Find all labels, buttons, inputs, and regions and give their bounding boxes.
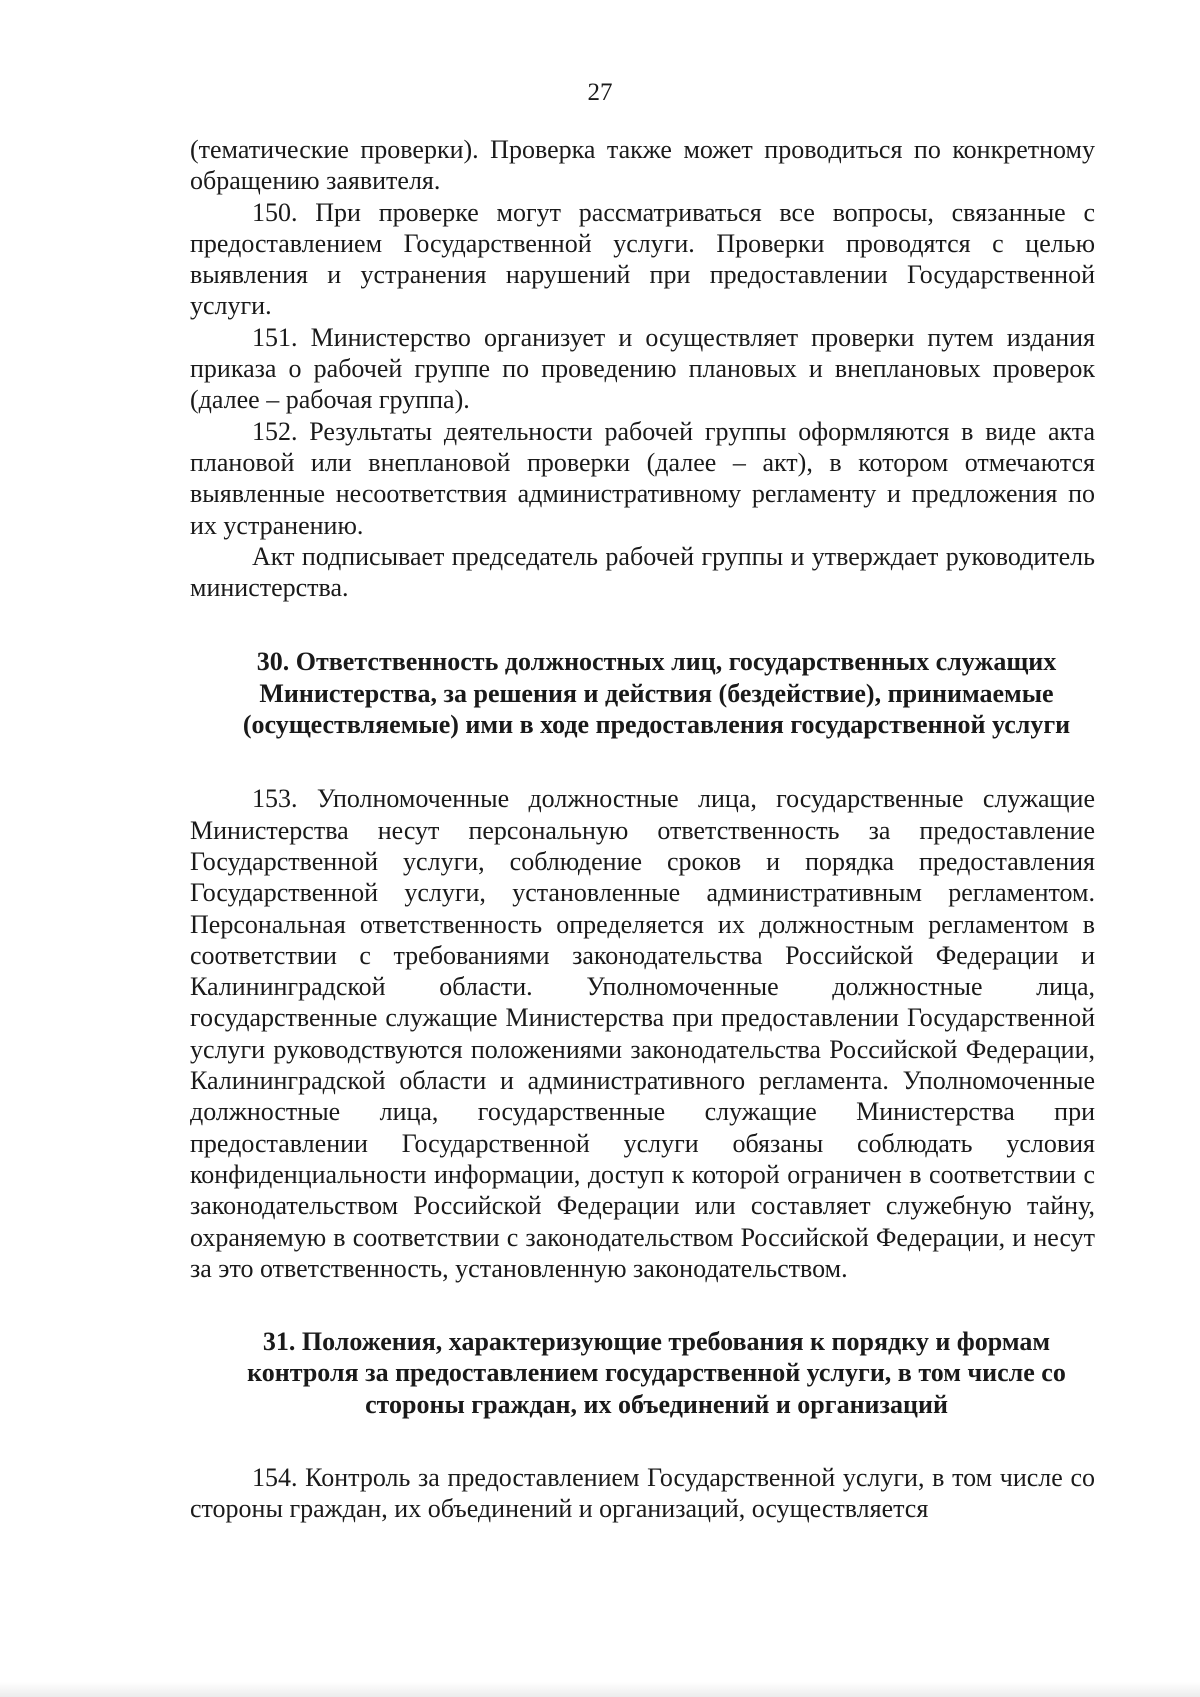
section-30-heading: 30. Ответственность должностных лиц, государственных служащих Министерства, за решения и действия (бездействие), принимаемые (осуществляемые) ими в ходе предоставления государственной услуги (242, 647, 1071, 740)
document-body (190, 134, 1095, 1525)
paragraph-150: 150. При проверке могут рассматриваться все вопросы, связанные с предоставлением Государственной услуги. Проверки проводятся с целью выявления и устранения нарушений при предоставлении Государственной услуги. (190, 197, 1095, 321)
section-31-heading: 31. Положения, характеризующие требования к порядку и формам контроля за предоставлением государственной услуги, в том числе со стороны граждан, их объединений и организаций (247, 1327, 1066, 1419)
scan-bottom-edge (0, 1682, 1200, 1697)
paragraph-act-signature: Акт подписывает председатель рабочей группы и утверждает руководитель министерства. (190, 541, 1095, 603)
paragraph-152: 152. Результаты деятельности рабочей группы оформляются в виде акта плановой или внеплановой проверки (далее – акт), в котором отмечаются выявленные несоответствия административному регламенту и предложения по их устранению. (190, 416, 1095, 540)
paragraph-154: 154. Контроль за предоставлением Государственной услуги, в том числе со стороны граждан, их объединений и организаций, осуществляется (190, 1462, 1095, 1524)
paragraph-continuation: (тематические проверки). Проверка также может проводиться по конкретному обращению заявителя. (190, 135, 1095, 196)
page-number: 27 (587, 79, 613, 106)
paragraph-151: 151. Министерство организует и осуществляет проверки путем издания приказа о рабочей группе по проведению плановых и внеплановых проверок (далее – рабочая группа). (190, 322, 1095, 415)
paragraph-153: 153. Уполномоченные должностные лица, государственные служащие Министерства несут персональную ответственность за предоставление Государственной услуги, соблюдение сроков и порядка предоставления Государственной услуги, установленные административным регламентом. Персональная ответственность определяется их должностным регламентом в соответствии с требованиями законодательства Российской Федерации и Калининградской области. Уполномоченные должностные лица, государственные служащие Министерства при предоставлении Государственной услуги руководствуются положениями законодательства Российской Федерации, Калининградской области и административного регламента. Уполномоченные должностные лица, государственные служащие Министерства при предоставлении Государственной услуги обязаны соблюдать условия конфиденциальности информации, доступ к которой ограничен в соответствии с законодательством Российской Федерации или составляет служебную тайну, охраняемую в соответствии с законодательством Российской Федерации, и несут за это ответственность, установленную законодательством. (190, 784, 1095, 1283)
